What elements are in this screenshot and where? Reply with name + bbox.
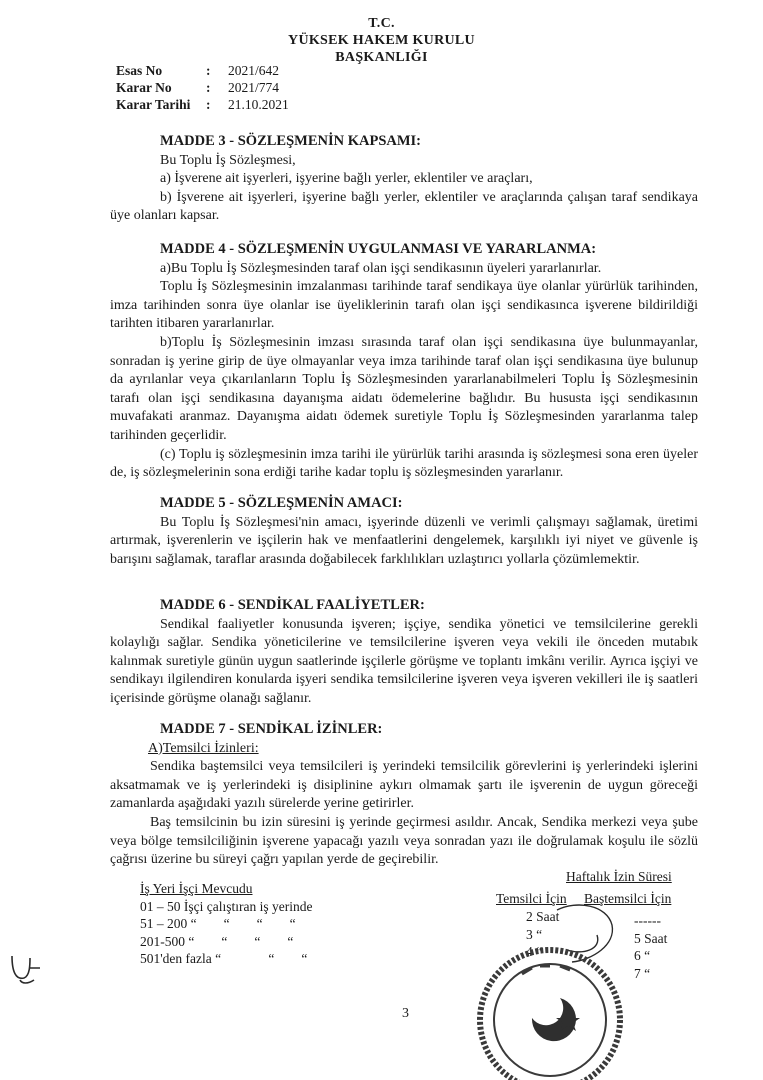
table-row-range: 501'den fazla “ “ “ <box>140 951 308 966</box>
temsilci-value: 3 “ <box>526 926 543 942</box>
meta-value: 21.10.2021 <box>228 97 289 112</box>
bastemsilci-value: 5 Saat <box>634 930 668 946</box>
article-5-heading: MADDE 5 - SÖZLEŞMENİN AMACI: <box>160 495 403 511</box>
article-4-p1: a)Bu Toplu İş Sözleşmesinden taraf olan işçi sendikasının üyeleri yararlanırlar. <box>160 260 602 276</box>
case-meta <box>116 62 289 113</box>
meta-colon: : <box>206 97 211 112</box>
official-seal-stamp <box>470 930 630 1080</box>
article-6-heading: MADDE 6 - SENDİKAL FAALİYETLER: <box>160 597 425 613</box>
page-number: 3 <box>402 1006 409 1021</box>
meta-row-esas <box>116 62 289 79</box>
article-4-heading: MADDE 4 - SÖZLEŞMENİN UYGULANMASI VE YARARLANMA: <box>160 241 597 257</box>
table-row-range: 51 – 200 “ “ “ “ <box>140 916 296 931</box>
weekly-leave-header: Haftalık İzin Süresi <box>566 869 672 884</box>
meta-colon: : <box>206 80 211 95</box>
meta-colon: : <box>206 63 211 78</box>
table-row-range: 201-500 “ “ “ “ <box>140 933 294 949</box>
meta-key: Karar Tarihi <box>116 97 191 112</box>
article-4-p2: Toplu İş Sözleşmesinin imzalanması tarihinde taraf sendikaya üye olanlar yürürlük tarihinden, imza tarihinden sonra üye olanlar ise üyeliklerinin tarafı olan işçi sendikasınca işverene bildirildiği tarihten itibaren yararlanırlar. <box>110 279 698 332</box>
header-court: YÜKSEK HAKEM KURULU <box>288 33 475 48</box>
article-7 <box>110 720 698 870</box>
col-temsilci-header: Temsilci İçin <box>496 891 567 906</box>
meta-row-karar <box>116 79 289 96</box>
meta-key: Karar No <box>116 80 172 95</box>
article-4-p4: (c) Toplu iş sözleşmesinin imza tarihi ile yürürlük tarihi arasında iş sözleşmesi sona eren üyeler de, iş sözleşmelerinin sona erdiği tarihe kadar toplu iş sözleşmesinden yararlanır. <box>110 446 698 481</box>
margin-signature <box>6 950 46 990</box>
article-5 <box>110 494 698 569</box>
article-4 <box>110 240 698 483</box>
article-4-p3: b)Toplu İş Sözleşmesinin imzası sırasında taraf olan işçi sendikasına üye bulunmayanlar, sonradan iş yerine girip de üye olmayanlar veya imza tarihinde taraf olan işçi sendikasına üye bulunup da ayrılanlar veya çıkarılanların Toplu İş Sözleşmesinden yararlanabilmeleri Toplu İş Sözleşmesinin tarafı olan işçi sendikasına dayanışma aidatı ödemelerine bağlıdır. Bu hususta işçi sendikasının muvafakati aranmaz. Dayanışma aidatı ödemek suretiyle Toplu İş Sözleşmesinden yararlanma talep tarihinden geçerlidir. <box>110 334 698 443</box>
table-left-header: İş Yeri İşçi Mevcudu <box>140 881 253 896</box>
article-3-p1: Bu Toplu İş Sözleşmesi, <box>160 152 296 168</box>
meta-value: 2021/642 <box>228 63 280 78</box>
temsilci-value: 4 “ <box>526 944 543 959</box>
header-tc: T.C. <box>368 16 395 31</box>
bastemsilci-value: ------ <box>634 913 661 928</box>
article-7-p1: Sendika baştemsilci veya temsilcileri iş yerindeki temsilcilik görevlerini iş yerlerindeki işlerini aksatmamak ve iş yerlerindeki iş disiplinine aykırı olmamak şartı ile işverenin de uygun göreceği zamanlarda aşağıdaki yazılı sürelerde yerine getirirler. <box>110 759 698 812</box>
temsilci-value: 2 Saat <box>526 909 560 924</box>
header-presidency: BAŞKANLIĞI <box>335 50 428 65</box>
article-7-sub: A)Temsilci İzinleri: <box>148 740 259 756</box>
meta-value: 2021/774 <box>228 80 280 95</box>
article-3-p2: a) İşverene ait işyerleri, işyerine bağlı yerler, eklentiler ve araçları, <box>160 171 533 187</box>
meta-key: Esas No <box>116 63 163 78</box>
izin-table-left <box>140 880 312 968</box>
article-5-p1: Bu Toplu İş Sözleşmesi'nin amacı, işyerinde düzenli ve verimli çalışmayı sağlamak, üretimi artırmak, işverenlerin ve işçilerin hak ve menfaatlerini dengelemek, karşılıklı iyi niyet ve güvenle iş barışını sağlamak, taraflar arasında doğabilecek farklılıkları uzlaştırıcı yollarla çözümlemektir. <box>110 514 698 567</box>
article-6-p1: Sendikal faaliyetler konusunda işveren; işçiye, sendika yönetici ve temsilcilerine gerekli kolaylığı sağlar. Sendika yöneticilerine ve temsilcilerine işveren veya vekili ile önceden mutabık kalınmak suretiyle günün uygun saatlerinde işçilerle görüşme ve toplantı imkânı verilir. Ayrıca işçiyi ve sendikayı ilgilendiren konularda işyeri sendika temsilcilerine işveren veya işveren vekilleri ile iş saatleri içerisinde görüşme olanağı sağlanır. <box>110 616 698 706</box>
article-7-heading: MADDE 7 - SENDİKAL İZİNLER: <box>160 721 383 737</box>
table-right-header <box>566 868 672 886</box>
bastemsilci-values <box>634 912 667 982</box>
col-bastemsilci-header: Baştemsilci İçin <box>584 891 672 906</box>
bastemsilci-value: 6 “ <box>634 948 651 963</box>
article-3-heading: MADDE 3 - SÖZLEŞMENİN KAPSAMI: <box>160 133 422 149</box>
table-row-range: 01 – 50 İşçi çalıştıran iş yerinde <box>140 898 313 914</box>
article-3-p3: b) İşverene ait işyerleri, işyerine bağlı yerler, eklentiler ve araçlarında çalışan taraf sendikaya üye olanları kapsar. <box>110 189 698 224</box>
meta-row-tarih <box>116 96 289 113</box>
article-6 <box>110 596 698 709</box>
article-3 <box>110 132 698 226</box>
article-7-p2: Baş temsilcinin bu izin süresini iş yerinde geçirmesi asıldır. Ancak, Sendika merkezi veya şube veya bölge temsilciliğinin işverene yapacağı yazılı veya sonradan yazı ile doğrulamak koşulu ile sözlü çağrısı üzerine bu süreyi çağrı yapılan yerde de geçirebilir. <box>110 814 698 868</box>
bastemsilci-value: 7 “ <box>634 965 651 981</box>
